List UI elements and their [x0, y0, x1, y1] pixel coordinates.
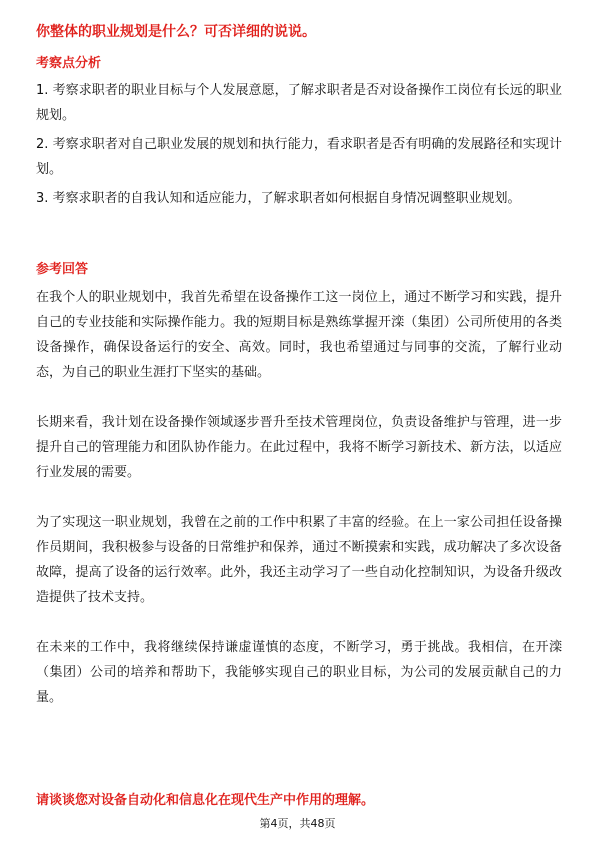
- analysis-item: 1. 考察求职者的职业目标与个人发展意愿，了解求职者是否对设备操作工岗位有长远的职业规划。: [36, 83, 562, 123]
- answer-paragraph: 长期来看，我计划在设备操作领域逐步晋升至技术管理岗位，负责设备维护与管理，进一步提升自己的管理能力和团队协作能力。在此过程中，我将不断学习新技术、新方法，以适应行业发展的需要。: [36, 415, 562, 480]
- answer-paragraph: 为了实现这一职业规划，我曾在之前的工作中积累了丰富的经验。在上一家公司担任设备操作员期间，我积极参与设备的日常维护和保养，通过不断摸索和实践，成功解决了多次设备故障，提高了设备的运行效率。此外，我还主动学习了一些自动化控制知识，为设备升级改造提供了技术支持。: [36, 515, 562, 605]
- answer-paragraph: 在未来的工作中，我将继续保持谦虚谨慎的态度，不断学习，勇于挑战。我相信，在开滦（集团）公司的培养和帮助下，我能够实现自己的职业目标，为公司的发展贡献自己的力量。: [36, 640, 562, 705]
- next-question-heading: 请谈谈您对设备自动化和信息化在现代生产中作用的理解。: [36, 793, 375, 808]
- analysis-list: [36, 78, 562, 215]
- answer-title: 参考回答: [36, 262, 89, 277]
- analysis-title: 考察点分析: [36, 56, 102, 71]
- answer-paragraph: 在我个人的职业规划中，我首先希望在设备操作工这一岗位上，通过不断学习和实践，提升自己的专业技能和实际操作能力。我的短期目标是熟练掌握开滦（集团）公司所使用的各类设备操作，确保设备运行的安全、高效。同时，我也希望通过与同事的交流，了解行业动态，为自己的职业生涯打下坚实的基础。: [36, 290, 562, 380]
- question-heading: 你整体的职业规划是什么？可否详细的说说。: [36, 24, 316, 40]
- analysis-item: 3. 考察求职者的自我认知和适应能力，了解求职者如何根据自身情况调整职业规划。: [36, 191, 521, 206]
- page-footer: 第4页，共48页: [259, 817, 336, 830]
- analysis-item: 2. 考察求职者对自己职业发展的规划和执行能力，看求职者是否有明确的发展路径和实现计划。: [36, 137, 562, 177]
- answer-body: [36, 285, 562, 735]
